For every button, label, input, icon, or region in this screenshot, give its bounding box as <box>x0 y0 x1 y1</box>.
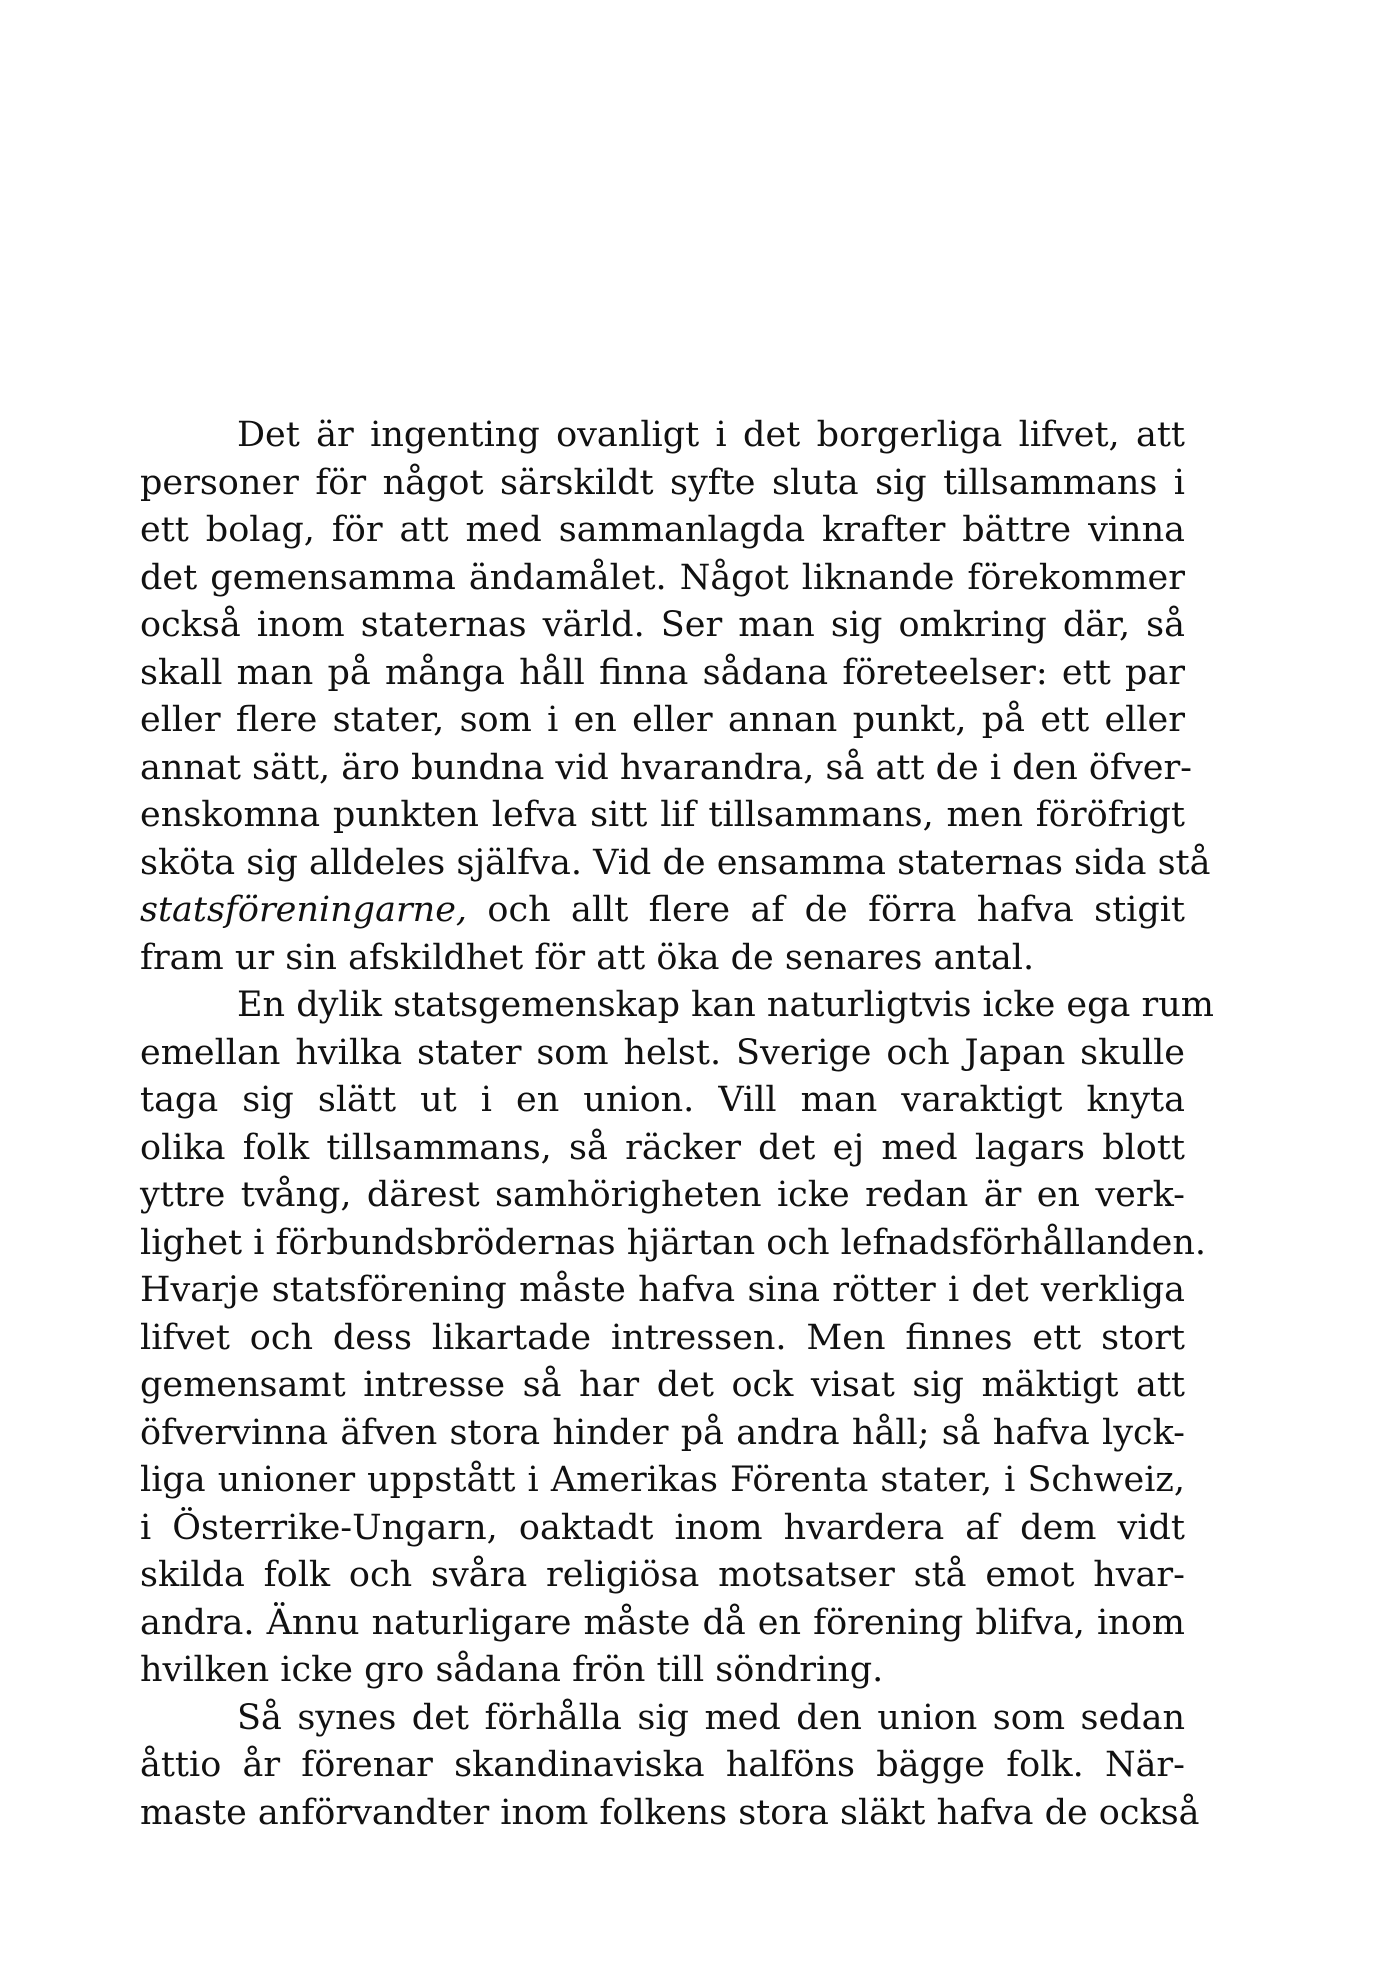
text-line: Hvarje statsförening måste hafva sina rötter i det verkliga <box>140 1270 1185 1310</box>
text-line: det gemensamma ändamålet. Något liknande förekommer <box>140 557 1185 598</box>
text-line: personer för något särskildt syfte sluta sig tillsammans i <box>140 462 1185 503</box>
paragraph-3 <box>140 1695 1200 1838</box>
text-line-rest: och allt flere af de förra hafva stigit <box>467 890 1185 930</box>
text-line: emellan hvilka stater som helst. Sverige och Japan skulle <box>140 1032 1185 1073</box>
text-line: också inom staternas värld. Ser man sig omkring där, så <box>140 605 1185 645</box>
text-line: yttre tvång, därest samhörigheten icke redan är en verk- <box>140 1175 1185 1215</box>
text-line: annat sätt, äro bundna vid hvarandra, så att de i den öfver- <box>140 747 1192 788</box>
text-line: åttio år förenar skandinaviska halföns bägge folk. När- <box>140 1745 1185 1785</box>
text-line: maste anförvandter inom folkens stora släkt hafva de också <box>140 1792 1200 1833</box>
text-line: enskomna punkten lefva sitt lif tillsammans, men föröfrigt <box>140 795 1185 835</box>
text-line: Det är ingenting ovanligt i det borgerliga lifvet, att <box>237 415 1185 455</box>
text-line: andra. Ännu naturligare måste då en förening blifva, inom <box>140 1602 1185 1643</box>
paragraph-1 <box>140 412 1211 982</box>
paragraph-2 <box>140 982 1214 1695</box>
text-line: lighet i förbundsbrödernas hjärtan och lefnadsförhållanden. <box>140 1222 1207 1263</box>
text-line: sköta sig alldeles själfva. Vid de ensamma staternas sida stå <box>140 842 1211 883</box>
text-line: gemensamt intresse så har det ock visat sig mäktigt att <box>140 1365 1185 1405</box>
text-line: skall man på många håll finna sådana företeelser: ett par <box>140 652 1185 693</box>
text-line: hvilken icke gro sådana frön till söndring. <box>140 1650 884 1690</box>
italic-term: statsföreningarne, <box>140 890 468 930</box>
text-line: i Österrike-Ungarn, oaktadt inom hvardera af dem vidt <box>140 1507 1185 1548</box>
text-line <box>140 887 1185 935</box>
text-line: fram ur sin afskildhet för att öka de senares antal. <box>140 937 1035 978</box>
text-line: ett bolag, för att med sammanlagda krafter bättre vinna <box>140 510 1185 550</box>
text-line: Så synes det förhålla sig med den union som sedan <box>237 1697 1185 1738</box>
text-line: En dylik statsgemenskap kan naturligtvis icke ega rum <box>237 985 1214 1025</box>
text-line: eller flere stater, som i en eller annan punkt, på ett eller <box>140 700 1185 740</box>
text-line: öfvervinna äfven stora hinder på andra håll; så hafva lyck- <box>140 1412 1185 1453</box>
text-line: taga sig slätt ut i en union. Vill man varaktigt knyta <box>140 1080 1185 1120</box>
text-line: olika folk tillsammans, så räcker det ej med lagars blott <box>140 1127 1185 1168</box>
text-line: liga unioner uppstått i Amerikas Förenta stater, i Schweiz, <box>140 1460 1185 1500</box>
text-line: lifvet och dess likartade intressen. Men finnes ett stort <box>140 1317 1185 1358</box>
body-text <box>140 412 1214 1837</box>
text-line: skilda folk och svåra religiösa motsatser stå emot hvar- <box>140 1555 1185 1595</box>
